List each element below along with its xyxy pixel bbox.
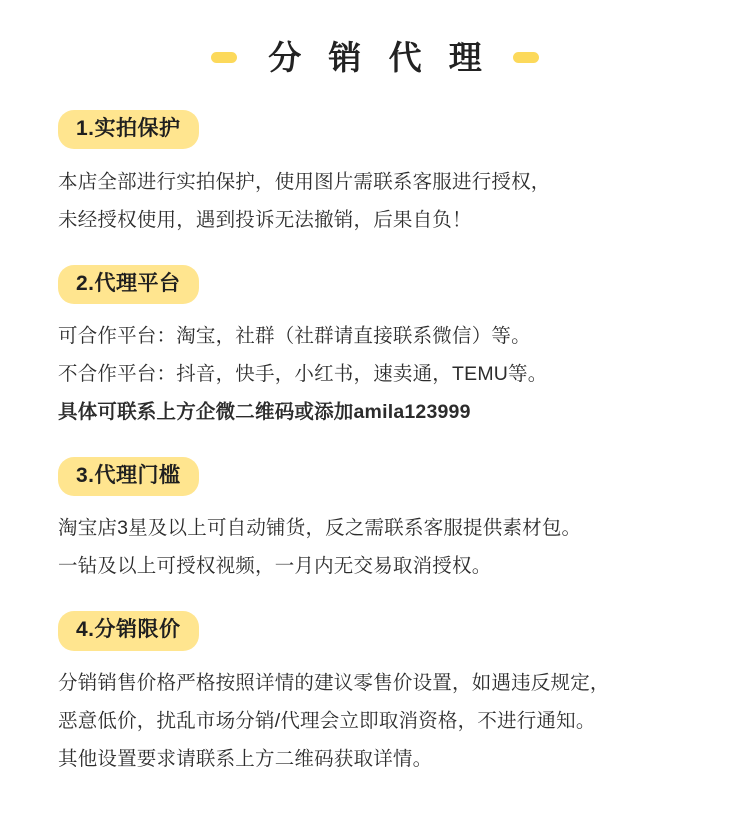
section-agency-platform: [58, 265, 692, 431]
body-line: 恶意低价，扰乱市场分销/代理会立即取消资格，不进行通知。: [58, 709, 596, 732]
section-agency-threshold: [58, 457, 692, 585]
section-heading: 1.实拍保护: [58, 110, 199, 149]
body-line: 本店全部进行实拍保护，使用图片需联系客服进行授权，: [58, 170, 551, 193]
body-line: 未经授权使用，遇到投诉无法撤销，后果自负！: [58, 208, 472, 231]
section-body: [58, 317, 692, 431]
body-line: 一钻及以上可授权视频，一月内无交易取消授权。: [58, 555, 492, 578]
section-body: [58, 163, 692, 239]
section-photo-protection: [58, 110, 692, 239]
section-heading: 2.代理平台: [58, 265, 199, 304]
section-body: [58, 509, 692, 585]
body-line: 淘宝店3星及以上可自动铺货，反之需联系客服提供素材包。: [58, 517, 582, 540]
body-line: 分销销售价格严格按照详情的建议零售价设置，如遇违反规定，: [58, 671, 610, 694]
section-price-limit: [58, 611, 692, 777]
dash-right-icon: [513, 52, 539, 63]
page-title: 分 销 代 理: [268, 39, 491, 76]
body-line: 可合作平台：淘宝，社群（社群请直接联系微信）等。: [58, 325, 531, 348]
page-title-row: [58, 0, 692, 84]
dash-left-icon: [211, 52, 237, 63]
section-heading: 3.代理门槛: [58, 457, 199, 496]
body-line-contact: 具体可联系上方企微二维码或添加amila123999: [58, 401, 471, 424]
body-line: 其他设置要求请联系上方二维码获取详情。: [58, 747, 433, 770]
body-line: 不合作平台：抖音，快手，小红书，速卖通，TEMU等。: [58, 363, 548, 386]
section-body: [58, 664, 692, 778]
section-heading: 4.分销限价: [58, 611, 199, 650]
